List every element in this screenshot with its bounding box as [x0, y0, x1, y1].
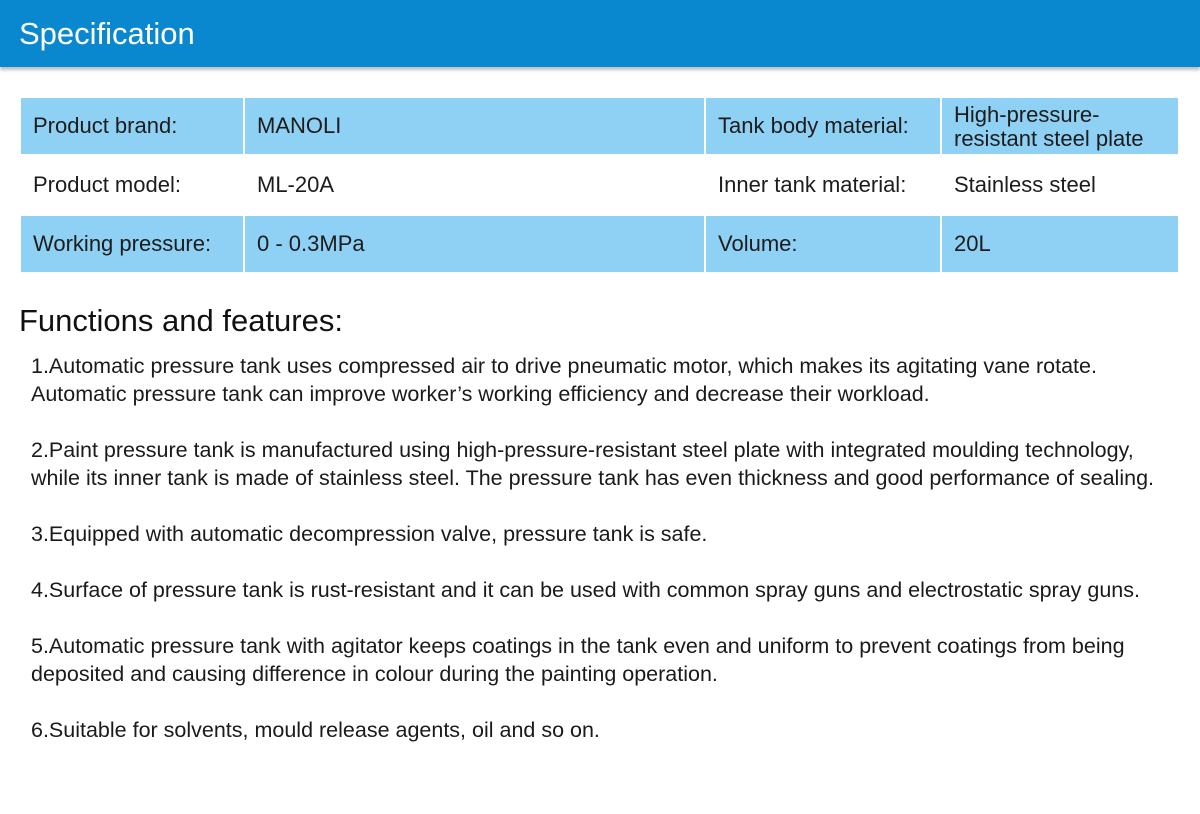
spec-value-model: ML-20A: [245, 156, 706, 214]
spec-label-brand: Product brand:: [21, 98, 245, 156]
feature-item-1: 1.Automatic pressure tank uses compressed air to drive pneumatic motor, which makes its agitating vane rotate. Automatic pressure tank can improve worker’s working efficiency and decrease their workload.: [31, 354, 1097, 406]
spec-label-pressure: Working pressure:: [21, 214, 245, 272]
spec-value-volume: 20L: [942, 214, 1178, 272]
feature-list: [31, 352, 1176, 772]
feature-item-4: 4.Surface of pressure tank is rust-resistant and it can be used with common spray guns and electrostatic spray guns.: [31, 578, 1140, 602]
feature-item-2: 2.Paint pressure tank is manufactured using high-pressure-resistant steel plate with integrated moulding technology, while its inner tank is made of stainless steel. The pressure tank has even thickness and good performance of sealing.: [31, 438, 1154, 490]
spec-label-model: Product model:: [21, 156, 245, 214]
spec-label-tank-body: Tank body material:: [706, 98, 942, 156]
spec-value-tank-body: High-pressure-resistant steel plate: [942, 98, 1178, 156]
feature-item-5: 5.Automatic pressure tank with agitator keeps coatings in the tank even and uniform to prevent coatings from being deposited and causing difference in colour during the painting operation.: [31, 634, 1125, 686]
spec-value-brand: MANOLI: [245, 98, 706, 156]
spec-row-pressure: [21, 214, 1178, 272]
feature-item-3: 3.Equipped with automatic decompression valve, pressure tank is safe.: [31, 522, 708, 546]
spec-value-inner-tank: Stainless steel: [954, 172, 1096, 197]
feature-item-6: 6.Suitable for solvents, mould release agents, oil and so on.: [31, 718, 600, 742]
header-bar: [0, 0, 1200, 67]
spec-label-volume: Volume:: [706, 214, 942, 272]
features-title: Functions and features:: [19, 303, 343, 338]
spec-value-pressure: 0 - 0.3MPa: [245, 214, 706, 272]
spec-row-model: [21, 156, 1178, 214]
spec-table: [21, 98, 1178, 272]
spec-label-inner-tank: Inner tank material:: [706, 156, 942, 214]
spec-row-brand: [21, 98, 1178, 156]
page-title: Specification: [19, 16, 195, 51]
